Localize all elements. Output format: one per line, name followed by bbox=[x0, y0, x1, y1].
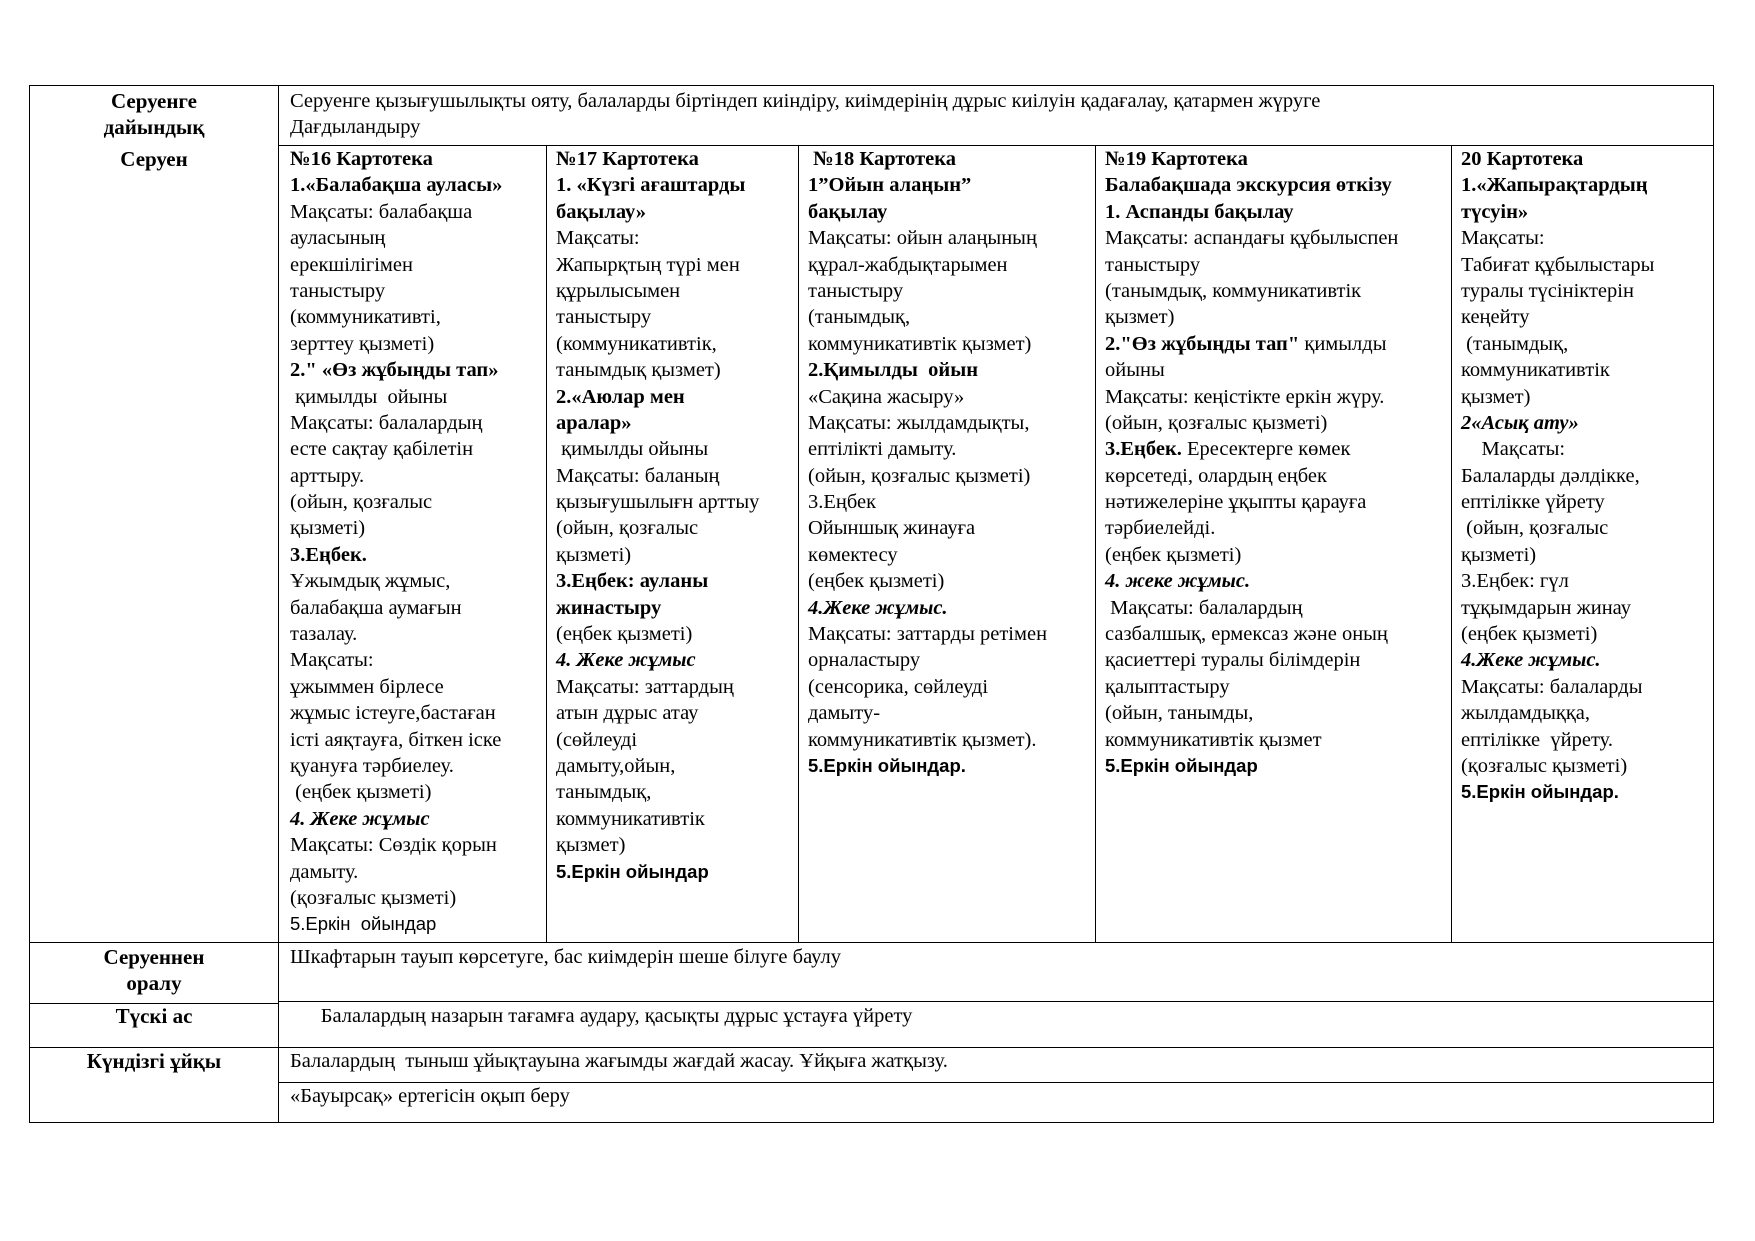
card-line: Мақсаты: балаларды bbox=[1461, 675, 1643, 698]
card-line: құрал-жабдықтарымен bbox=[808, 253, 1008, 276]
card-line: (сенсорика, сөйлеуді bbox=[808, 675, 989, 698]
card-line: түсуін» bbox=[1461, 200, 1529, 223]
card-line: тазалау. bbox=[290, 623, 358, 646]
card-line: 3.Еңбек: гүл bbox=[1461, 570, 1569, 593]
card-line: қызығушылығн арттыу bbox=[556, 491, 760, 514]
card-line: 2.Қимылды ойын bbox=[808, 359, 979, 382]
card-line: (сөйлеуді bbox=[556, 728, 638, 751]
card-line: қимылды ойыны bbox=[290, 385, 448, 408]
row-label-line: Күндізгі ұйқы bbox=[86, 1049, 222, 1073]
card-line: туралы түсініктерін bbox=[1461, 279, 1634, 302]
card-line: «Сақина жасыру» bbox=[808, 385, 965, 408]
card-line: №16 Картотека bbox=[290, 148, 433, 170]
lunch-text bbox=[290, 1003, 912, 1029]
card-line: 5.Еркін ойындар. bbox=[1461, 781, 1619, 803]
card-line: сазбалшық, ермексаз және оның bbox=[1105, 623, 1388, 646]
card-line: (танымдық, bbox=[1461, 332, 1569, 355]
card-line: 4. Жеке жұмыс bbox=[556, 649, 696, 672]
text-line: Балалардың назарын тағамға аудару, қасықты дұрыс ұстауға үйрету bbox=[290, 1005, 913, 1027]
card-line: №19 Картотека bbox=[1105, 148, 1248, 170]
card-line: Табиғат құбылыстары bbox=[1461, 253, 1655, 276]
card-line: 5.Еркін ойындар bbox=[290, 913, 437, 935]
card-line: (қозғалыс қызметі) bbox=[1461, 754, 1628, 777]
card-line: Мақсаты: bbox=[1461, 227, 1545, 250]
card-line: арттыру. bbox=[290, 464, 365, 487]
card-line: 2.«Аюлар мен bbox=[556, 385, 685, 408]
card-line: (коммуникативті, bbox=[290, 306, 441, 329]
card-line: (танымдық, коммуникативтік bbox=[1105, 279, 1362, 302]
card-line: қызметі) bbox=[1461, 543, 1537, 566]
card-line: таныстыру bbox=[1105, 253, 1201, 276]
card-line: Мақсаты: аспандағы құбылыспен bbox=[1105, 227, 1399, 250]
card-line: (қозғалыс қызметі) bbox=[290, 886, 457, 909]
text-line: Серуенге қызығушылықты ояту, балаларды біртіндеп киіндіру, киімдерінің дұрыс киілуін қадағалау, қатармен жүруге bbox=[290, 90, 1321, 112]
card-line: қалыптастыру bbox=[1105, 675, 1230, 698]
card-line: қызметі) bbox=[290, 517, 366, 540]
row-label-walk bbox=[30, 146, 278, 172]
card-line: істі аяқтауға, біткен іске bbox=[290, 728, 502, 751]
card-line: коммуникативтік bbox=[1461, 359, 1610, 382]
text-line: Дағдыландыру bbox=[290, 116, 421, 139]
text-line: Шкафтарын тауып көрсетуге, бас киімдерін шеше білуге баулу bbox=[290, 946, 841, 968]
card-line: 5.Еркін ойындар bbox=[1105, 754, 1258, 776]
card-line: коммуникативтік bbox=[556, 807, 705, 830]
nap-text-2 bbox=[290, 1083, 570, 1109]
card-line: (еңбек қызметі) bbox=[1461, 623, 1598, 646]
card-line: жұмыс істеуге,бастаған bbox=[290, 702, 496, 725]
card-line: аралар» bbox=[556, 411, 632, 434]
card-line: коммуникативтік қызмет bbox=[1105, 728, 1322, 751]
text-line: Балалардың тыныш ұйықтауына жағымды жағдай жасау. Ұйқыға жатқызу. bbox=[290, 1050, 948, 1072]
card-line bbox=[1105, 331, 1398, 357]
card-line: (еңбек қызметі) bbox=[808, 570, 945, 593]
card-line: бақылау» bbox=[556, 200, 647, 223]
card-line: танымдық, bbox=[556, 781, 652, 804]
card-line: құрылысымен bbox=[556, 279, 681, 302]
nap-text-1 bbox=[290, 1048, 948, 1074]
card-line: орналастыру bbox=[808, 649, 921, 672]
card-line: дамыту- bbox=[808, 702, 881, 725]
card-line: Мақсаты: балалардың bbox=[290, 411, 483, 434]
card-line: 4.Жеке жұмыс. bbox=[808, 596, 948, 619]
card-line: ерекшілігімен bbox=[290, 253, 413, 276]
card-line: тұқымдарын жинау bbox=[1461, 596, 1631, 619]
card-line: (коммуникативтік, bbox=[556, 332, 717, 355]
card-line: қимылды ойыны bbox=[556, 438, 709, 461]
card-line: Мақсаты: bbox=[290, 649, 374, 672]
card-line: Балаларды дәлдікке, bbox=[1461, 464, 1640, 487]
card-line: 5.Еркін ойындар bbox=[556, 860, 709, 882]
card-line: 3.Еңбек. bbox=[290, 543, 367, 566]
card-column-18 bbox=[808, 146, 1047, 779]
card-line: атын дұрыс атау bbox=[556, 702, 699, 725]
card-line: (еңбек қызметі) bbox=[1105, 543, 1242, 566]
card-line: коммуникативтік қызмет). bbox=[808, 728, 1037, 751]
card-line: 3.Еңбек: ауланы bbox=[556, 570, 709, 593]
card-line: қызмет) bbox=[1461, 385, 1531, 408]
row-label-line: дайындық bbox=[103, 115, 205, 140]
card-line: қасиеттері туралы білімдерін bbox=[1105, 649, 1361, 672]
card-line: 2." «Өз жұбыңды тап» bbox=[290, 359, 499, 382]
card-line: 1.«Жапырақтардың bbox=[1461, 174, 1648, 197]
row-label-line: Серуенге bbox=[111, 89, 197, 113]
card-line: 5.Еркін ойындар. bbox=[808, 754, 966, 776]
card-line: Мақсаты: bbox=[1461, 438, 1566, 461]
card-column-19 bbox=[1105, 146, 1398, 779]
card-line bbox=[1105, 436, 1398, 462]
card-line-rest-part: Ересектерге көмек bbox=[1181, 438, 1351, 461]
card-line: (ойын, танымды, bbox=[1105, 702, 1254, 725]
card-line: балабақша аумағын bbox=[290, 596, 462, 619]
card-line: 20 Картотека bbox=[1461, 148, 1584, 170]
card-line: көмектесу bbox=[808, 543, 898, 566]
card-line: ұжыммен бірлесе bbox=[290, 675, 444, 698]
card-line: коммуникативтік қызмет) bbox=[808, 332, 1032, 355]
card-line: есте сақтау қабілетін bbox=[290, 438, 474, 461]
card-line: (еңбек қызметі) bbox=[556, 623, 693, 646]
card-line: 4. Жеке жұмыс bbox=[290, 807, 430, 830]
card-line: (ойын, қозғалыс қызметі) bbox=[1105, 411, 1328, 434]
card-line: Ұжымдық жұмыс, bbox=[290, 570, 451, 593]
card-line: Мақсаты: заттардың bbox=[556, 675, 734, 698]
card-column-16 bbox=[290, 146, 502, 938]
row-label-line: Серуен bbox=[120, 147, 188, 171]
card-line: №18 Картотека bbox=[808, 148, 957, 170]
card-line: (ойын, қозғалыс қызметі) bbox=[808, 464, 1031, 487]
card-line: ептілікке үйрету bbox=[1461, 491, 1605, 514]
card-line: ептілікке үйрету. bbox=[1461, 728, 1613, 751]
row-label-return bbox=[30, 944, 278, 997]
card-line: таныстыру bbox=[556, 306, 652, 329]
card-line: қуануға тәрбиелеу. bbox=[290, 754, 454, 777]
card-line: (танымдық, bbox=[808, 306, 911, 329]
card-line: Мақсаты: кеңістікте еркін жүру. bbox=[1105, 385, 1385, 408]
card-line: 2«Асық ату» bbox=[1461, 411, 1579, 434]
card-column-20 bbox=[1461, 146, 1654, 806]
card-line: ептілікті дамыту. bbox=[808, 438, 957, 461]
card-line: дамыту,ойын, bbox=[556, 754, 676, 777]
card-line: Балабақшада экскурсия өткізу bbox=[1105, 174, 1392, 197]
card-line: жинастыру bbox=[556, 596, 662, 619]
card-line: тәрбиелейді. bbox=[1105, 517, 1216, 540]
card-line: (еңбек қызметі) bbox=[290, 781, 432, 804]
row-label-line: Түскі ас bbox=[115, 1004, 193, 1028]
card-line: қызметі) bbox=[556, 543, 632, 566]
card-line: Мақсаты: балалардың bbox=[1105, 596, 1303, 619]
walk-prep-text bbox=[290, 88, 1320, 141]
row-label-nap bbox=[30, 1048, 278, 1074]
row-label-walk-prep bbox=[30, 88, 278, 141]
card-line: Мақсаты: балабақша bbox=[290, 200, 473, 223]
card-line: Ойыншық жинауға bbox=[808, 517, 976, 540]
card-line-bold-part: 2."Өз жұбыңды тап" bbox=[1105, 332, 1300, 355]
card-line: ауласының bbox=[290, 227, 386, 250]
card-line: нәтижелеріне ұқыпты қарауға bbox=[1105, 491, 1367, 514]
card-line: (ойын, қозғалыс bbox=[290, 491, 433, 514]
card-line: Мақсаты: баланың bbox=[556, 464, 720, 487]
card-line: (ойын, қозғалыс bbox=[556, 517, 699, 540]
card-line: (ойын, қозғалыс bbox=[1461, 517, 1609, 540]
card-line: зерттеу қызметі) bbox=[290, 332, 435, 355]
card-line: №17 Картотека bbox=[556, 148, 699, 170]
card-line: таныстыру bbox=[290, 279, 386, 302]
card-column-17 bbox=[556, 146, 759, 885]
text-line: «Бауырсақ» ертегісін оқып беру bbox=[290, 1085, 570, 1107]
row-label-lunch bbox=[30, 1003, 278, 1029]
row-label-line: оралу bbox=[126, 971, 182, 996]
card-line: кеңейту bbox=[1461, 306, 1530, 329]
card-line: Мақсаты: ойын алаңының bbox=[808, 227, 1037, 250]
card-line: Мақсаты: жылдамдықты, bbox=[808, 411, 1030, 434]
card-line: 1. Аспанды бақылау bbox=[1105, 200, 1294, 223]
card-line: таныстыру bbox=[808, 279, 904, 302]
return-text bbox=[290, 944, 841, 970]
card-line: Мақсаты: bbox=[556, 227, 640, 250]
card-line: Мақсаты: заттарды ретімен bbox=[808, 623, 1048, 646]
card-line: бақылау bbox=[808, 200, 888, 223]
card-line: 1. «Күзгі ағаштарды bbox=[556, 174, 746, 197]
card-line: 4.Жеке жұмыс. bbox=[1461, 649, 1601, 672]
card-line: ойыны bbox=[1105, 359, 1165, 382]
card-line: 4. жеке жұмыс. bbox=[1105, 570, 1251, 593]
card-line: қызмет) bbox=[556, 834, 626, 857]
card-line: 3.Еңбек bbox=[808, 491, 877, 514]
card-line: 1.«Балабақша ауласы» bbox=[290, 174, 503, 197]
card-line: Жапырқтың түрі мен bbox=[556, 253, 740, 276]
card-line: 1”Ойын алаңын” bbox=[808, 174, 972, 197]
row-label-line: Серуеннен bbox=[103, 945, 205, 969]
card-line-rest-part: қимылды bbox=[1299, 332, 1387, 355]
card-line: Мақсаты: Сөздік қорын bbox=[290, 834, 497, 857]
card-line: танымдық қызмет) bbox=[556, 359, 721, 382]
card-line: дамыту. bbox=[290, 860, 359, 883]
card-line-bold-part: 3.Еңбек. bbox=[1105, 438, 1182, 461]
card-line: жылдамдыққа, bbox=[1461, 702, 1591, 725]
card-line: қызмет) bbox=[1105, 306, 1175, 329]
card-line: көрсетеді, олардың еңбек bbox=[1105, 464, 1327, 487]
